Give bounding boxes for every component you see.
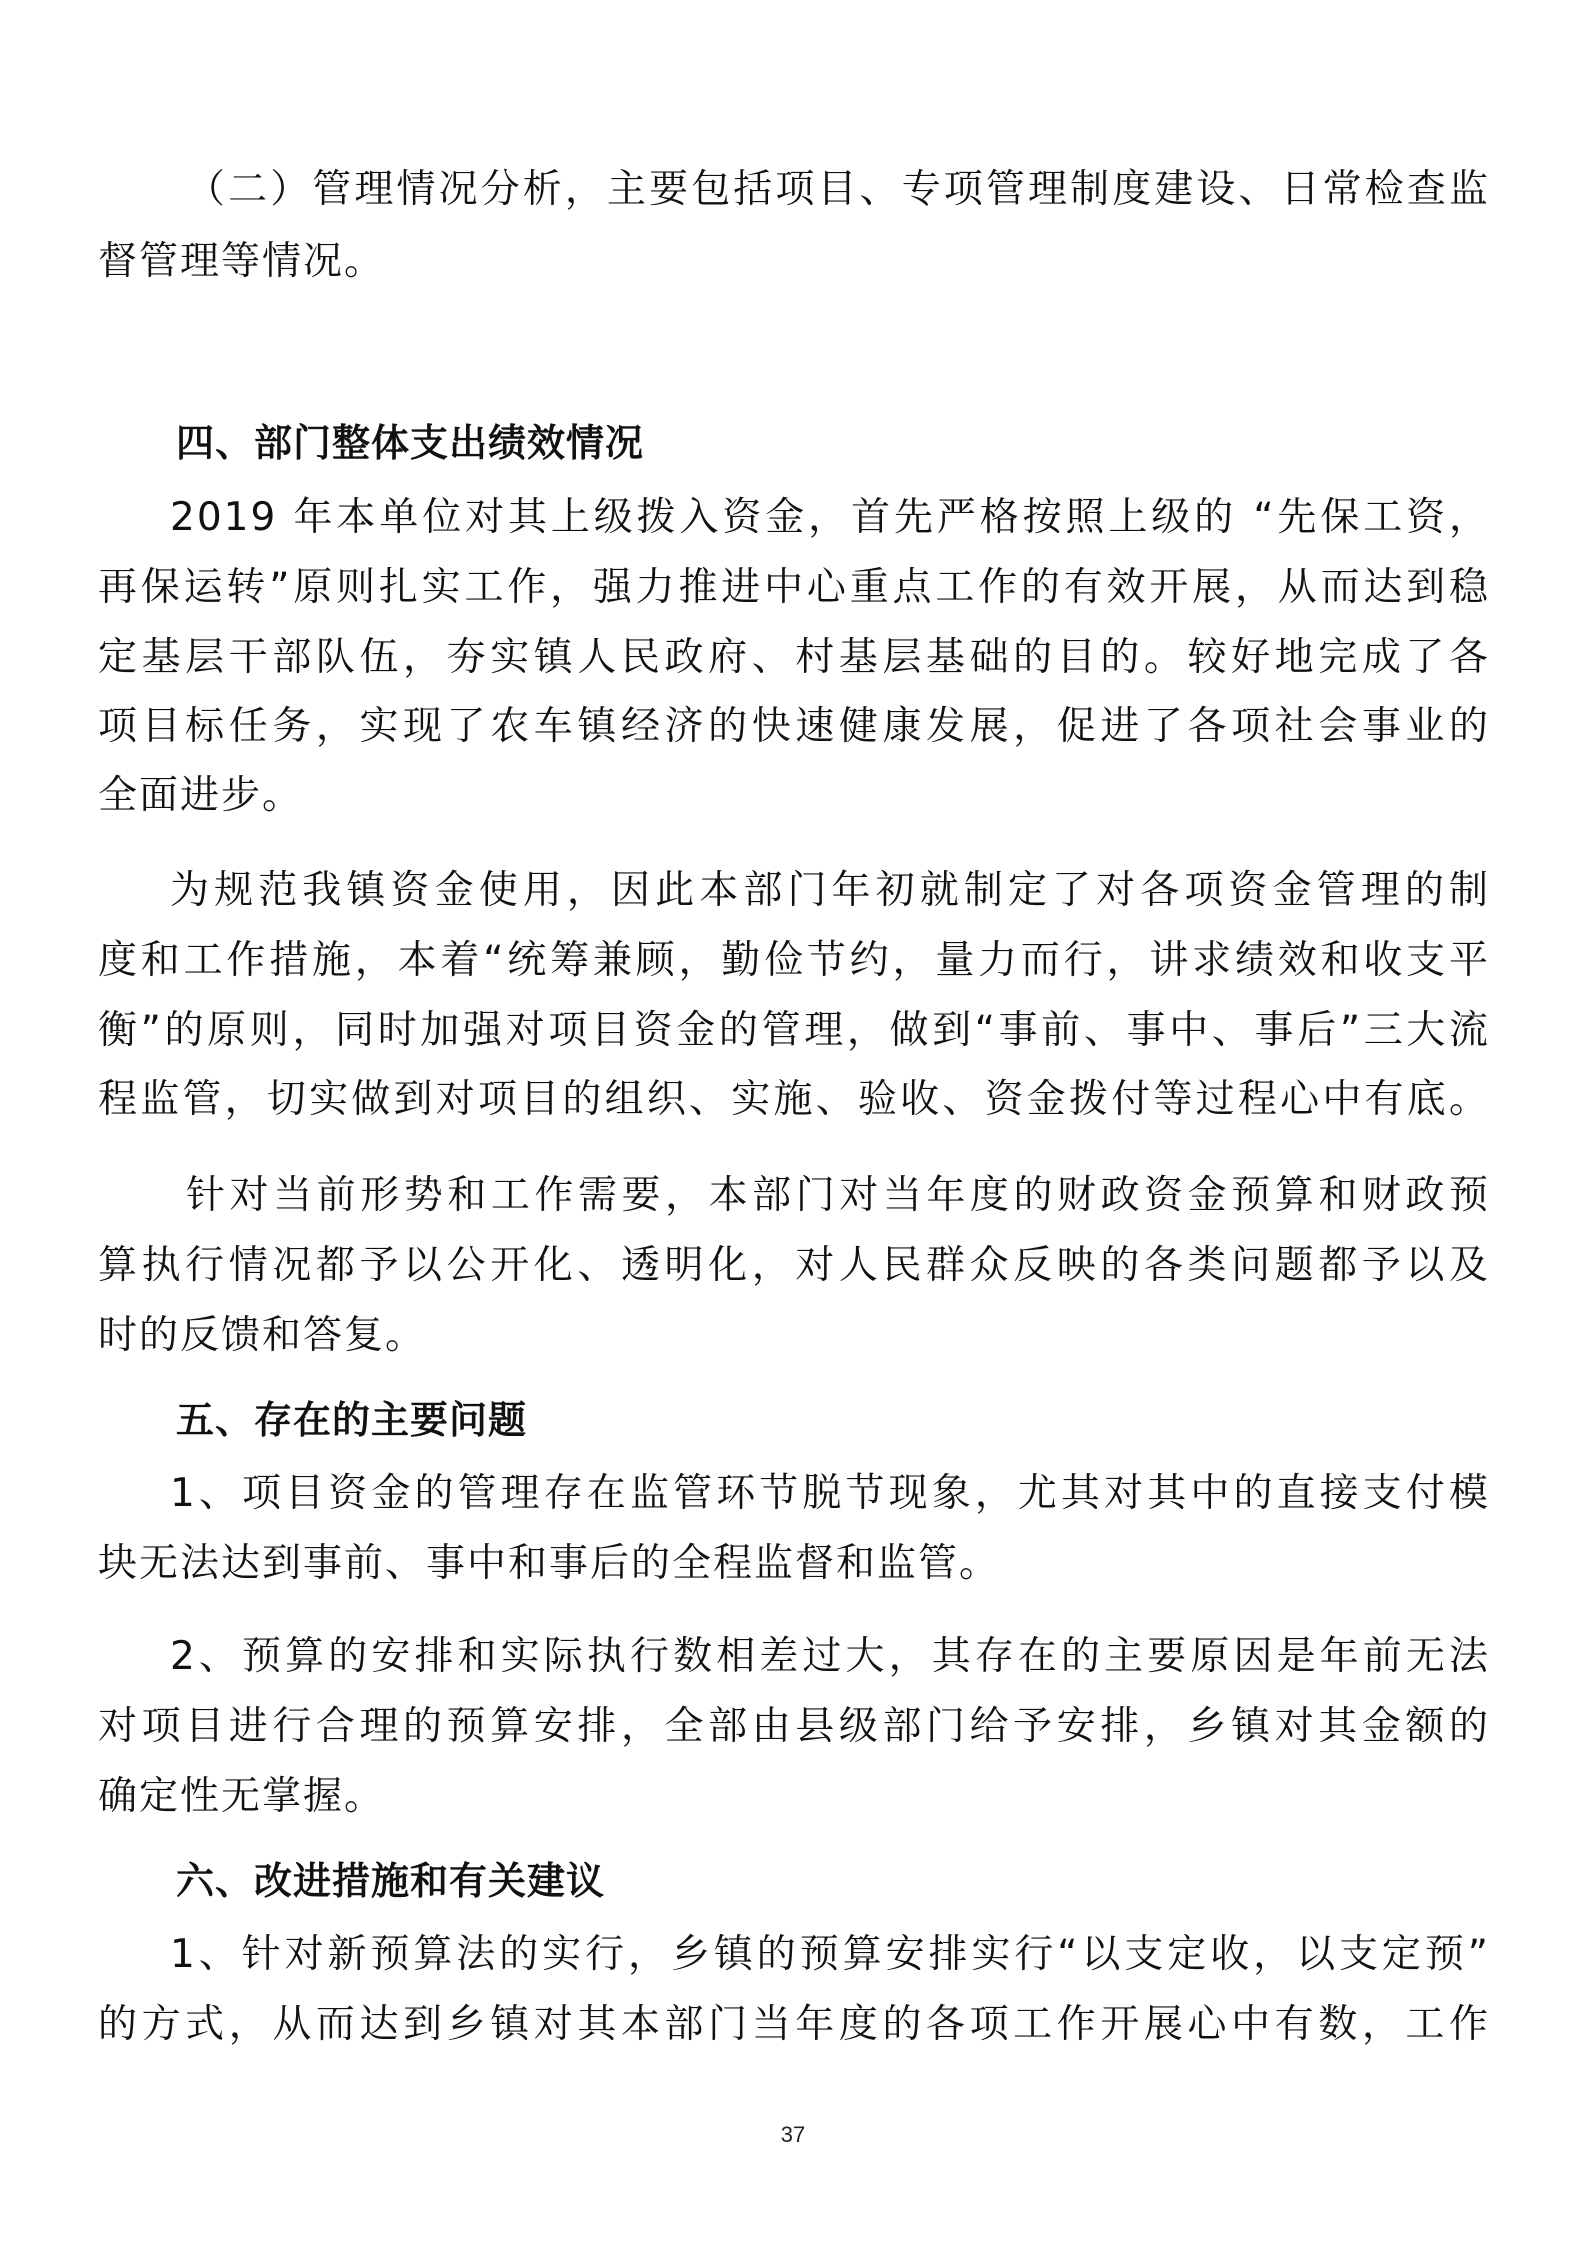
paragraph-line: 度和工作措施，本着“统筹兼顾，勤俭节约，量力而行，讲求绩效和收支平 bbox=[98, 938, 1490, 983]
paragraph-line: 1、针对新预算法的实行，乡镇的预算安排实行“以支定收，以支定预” bbox=[170, 1932, 1490, 1977]
paragraph-line: 衡”的原则，同时加强对项目资金的管理，做到“事前、事中、事后”三大流 bbox=[98, 1008, 1490, 1053]
paragraph-line: 的方式，从而达到乡镇对其本部门当年度的各项工作开展心中有数，工作 bbox=[98, 2002, 1490, 2047]
paragraph-line: 针对当前形势和工作需要，本部门对当年度的财政资金预算和财政预 bbox=[186, 1173, 1490, 1218]
paragraph-line: 全面进步。 bbox=[98, 773, 304, 818]
paragraph-line: 确定性无掌握。 bbox=[98, 1774, 386, 1819]
paragraph-line: 算执行情况都予以公开化、透明化，对人民群众反映的各类问题都予以及 bbox=[98, 1243, 1490, 1288]
paragraph-line: 为规范我镇资金使用，因此本部门年初就制定了对各项资金管理的制 bbox=[170, 868, 1490, 913]
paragraph-line: 块无法达到事前、事中和事后的全程监督和监管。 bbox=[98, 1541, 1001, 1586]
paragraph-line: 2019 年本单位对其上级拨入资金，首先严格按照上级的 “先保工资， bbox=[170, 495, 1490, 540]
paragraph-line: 2、预算的安排和实际执行数相差过大，其存在的主要原因是年前无法 bbox=[170, 1634, 1490, 1679]
paragraph-line: 再保运转”原则扎实工作，强力推进中心重点工作的有效开展，从而达到稳 bbox=[98, 565, 1490, 610]
section-heading: 五、存在的主要问题 bbox=[176, 1398, 528, 1442]
paragraph-line: 项目标任务，实现了农车镇经济的快速健康发展，促进了各项社会事业的 bbox=[98, 704, 1490, 749]
paragraph-line: 督管理等情况。 bbox=[98, 239, 386, 284]
paragraph-line: 程监管，切实做到对项目的组织、实施、验收、资金拨付等过程心中有底。 bbox=[98, 1077, 1490, 1122]
section-heading: 六、改进措施和有关建议 bbox=[176, 1859, 606, 1903]
paragraph-line: （二）管理情况分析，主要包括项目、专项管理制度建设、日常检查监 bbox=[186, 167, 1490, 212]
paragraph-line: 定基层干部队伍，夯实镇人民政府、村基层基础的目的。较好地完成了各 bbox=[98, 635, 1490, 680]
page-number: 37 bbox=[780, 2122, 806, 2147]
paragraph-line: 时的反馈和答复。 bbox=[98, 1313, 427, 1358]
paragraph-line: 对项目进行合理的预算安排，全部由县级部门给予安排，乡镇对其金额的 bbox=[98, 1704, 1490, 1749]
paragraph-line: 1、项目资金的管理存在监管环节脱节现象，尤其对其中的直接支付模 bbox=[170, 1471, 1490, 1516]
section-heading: 四、部门整体支出绩效情况 bbox=[176, 421, 645, 465]
